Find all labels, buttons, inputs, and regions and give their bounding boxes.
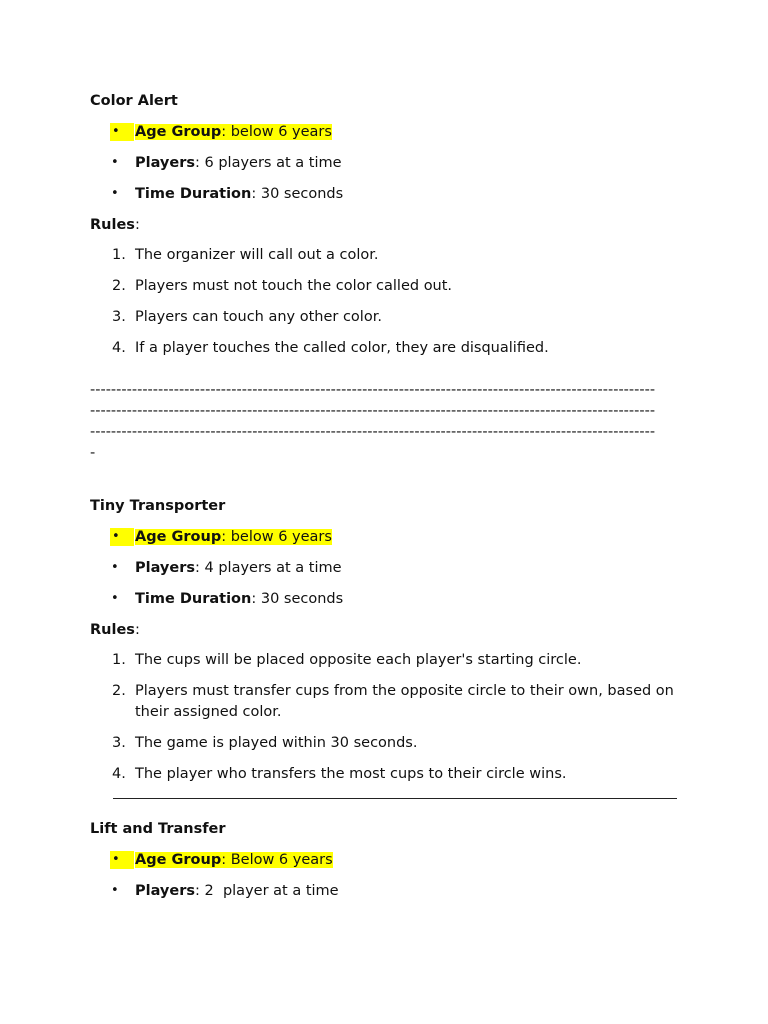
rules-label: Rules bbox=[90, 217, 135, 233]
rule-number: 2. bbox=[112, 683, 126, 699]
rules-list bbox=[90, 650, 680, 785]
section-title: Color Alert bbox=[90, 93, 178, 109]
list-item-age-group bbox=[90, 526, 680, 548]
rule-number: 1. bbox=[112, 652, 126, 668]
field-value: : 30 seconds bbox=[251, 591, 344, 607]
section-color-alert bbox=[90, 90, 680, 359]
field-label: Players bbox=[135, 883, 196, 899]
list-item-players bbox=[90, 880, 680, 902]
field-label: Time Duration bbox=[135, 186, 252, 202]
rule-item bbox=[90, 338, 680, 359]
rule-item bbox=[90, 245, 680, 266]
rule-item bbox=[90, 276, 680, 297]
field-label: Age Group bbox=[135, 852, 222, 868]
list-item-players bbox=[90, 557, 680, 579]
highlighted-text bbox=[135, 852, 333, 868]
rules-colon: : bbox=[134, 622, 140, 638]
highlighted-text bbox=[135, 124, 332, 140]
field-label: Age Group bbox=[135, 529, 222, 545]
field-value: : 4 players at a time bbox=[195, 560, 342, 576]
list-item-age-group bbox=[90, 121, 680, 143]
rule-item bbox=[90, 650, 680, 671]
section-tiny-transporter bbox=[90, 495, 680, 785]
rule-item bbox=[90, 681, 680, 723]
rule-text: The organizer will call out a color. bbox=[135, 247, 379, 263]
field-label: Time Duration bbox=[135, 591, 252, 607]
rule-text: The cups will be placed opposite each player's starting circle. bbox=[135, 652, 582, 668]
info-list bbox=[90, 526, 680, 610]
highlighted-text bbox=[135, 529, 332, 545]
bullet-icon: • bbox=[111, 155, 119, 170]
rule-number: 4. bbox=[112, 340, 126, 356]
field-label: Players bbox=[135, 560, 196, 576]
rule-number: 2. bbox=[112, 278, 126, 294]
dashed-separator bbox=[90, 380, 680, 464]
bullet-icon: • bbox=[111, 883, 119, 898]
bullet-icon: • bbox=[111, 591, 119, 606]
rule-text: The player who transfers the most cups to their circle wins. bbox=[135, 766, 567, 782]
rule-item bbox=[90, 764, 680, 785]
rule-text: Players must transfer cups from the opposite circle to their own, based on their assigned color. bbox=[135, 683, 674, 720]
bullet-icon: • bbox=[111, 186, 119, 201]
field-value: : 6 players at a time bbox=[195, 155, 342, 171]
field-value: : below 6 years bbox=[221, 529, 332, 545]
rule-text: Players can touch any other color. bbox=[135, 309, 382, 325]
list-item-players bbox=[90, 152, 680, 174]
rule-item bbox=[90, 307, 680, 328]
rules-colon: : bbox=[134, 217, 140, 233]
field-value: : below 6 years bbox=[221, 124, 332, 140]
bullet-icon: • bbox=[110, 528, 134, 546]
rule-text: Players must not touch the color called out. bbox=[135, 278, 453, 294]
list-item-age-group bbox=[90, 849, 680, 871]
info-list bbox=[90, 849, 680, 902]
rule-text: If a player touches the called color, they are disqualified. bbox=[135, 340, 549, 356]
rules-heading bbox=[90, 619, 680, 641]
field-value: : 30 seconds bbox=[251, 186, 344, 202]
rule-number: 3. bbox=[112, 309, 126, 325]
bullet-icon: • bbox=[110, 123, 134, 141]
dash-line: - bbox=[90, 445, 96, 461]
bullet-icon: • bbox=[110, 851, 134, 869]
rules-label: Rules bbox=[90, 622, 135, 638]
dash-line: ------------------------------------------------------------------------------------------------------------ bbox=[90, 424, 656, 440]
field-label: Players bbox=[135, 155, 196, 171]
info-list bbox=[90, 121, 680, 205]
rules-heading bbox=[90, 214, 680, 236]
rule-item bbox=[90, 733, 680, 754]
document-page bbox=[90, 90, 680, 911]
rule-number: 4. bbox=[112, 766, 126, 782]
section-title: Lift and Transfer bbox=[90, 821, 226, 837]
dash-line: ------------------------------------------------------------------------------------------------------------ bbox=[90, 403, 656, 419]
horizontal-rule bbox=[113, 798, 677, 799]
rule-text: The game is played within 30 seconds. bbox=[135, 735, 418, 751]
section-lift-and-transfer bbox=[90, 818, 680, 902]
rule-number: 1. bbox=[112, 247, 126, 263]
rules-list bbox=[90, 245, 680, 359]
dash-line: ------------------------------------------------------------------------------------------------------------ bbox=[90, 382, 656, 398]
field-value: : Below 6 years bbox=[221, 852, 333, 868]
list-item-time-duration bbox=[90, 588, 680, 610]
field-label: Age Group bbox=[135, 124, 222, 140]
field-value: : 2 player at a time bbox=[195, 883, 339, 899]
section-title: Tiny Transporter bbox=[90, 498, 226, 514]
bullet-icon: • bbox=[111, 560, 119, 575]
list-item-time-duration bbox=[90, 183, 680, 205]
rule-number: 3. bbox=[112, 735, 126, 751]
